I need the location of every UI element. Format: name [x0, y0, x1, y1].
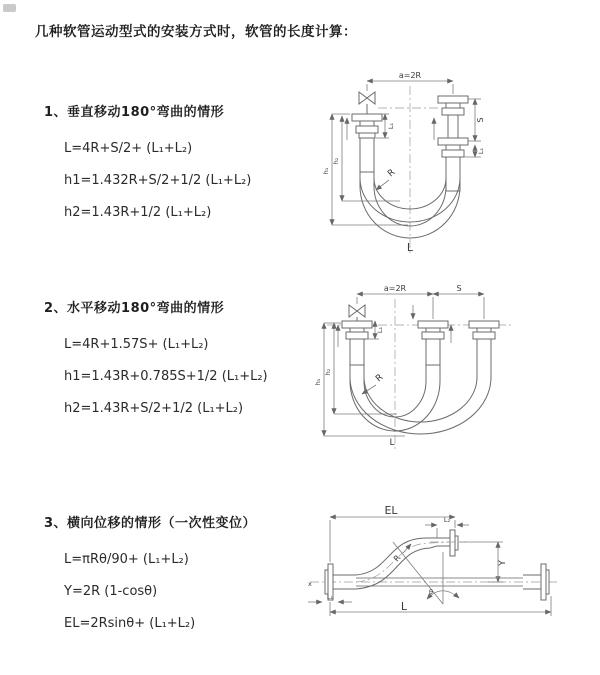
formula-el: EL=2Rsinθ+ (L₁+L₂)	[64, 616, 196, 631]
label-r: R	[386, 167, 398, 180]
label-l: L	[406, 241, 414, 254]
dim-label-l: L	[400, 600, 408, 613]
dim-label-h2: h₂	[332, 157, 340, 165]
dimension-s	[468, 99, 485, 141]
section-lateral-displacement	[44, 512, 256, 640]
dim-label-a2r: a=2R	[398, 71, 422, 80]
label-x-mark: x	[308, 580, 312, 588]
dim-label-s: S	[476, 117, 485, 123]
dim-label-l1-left: L₁	[387, 122, 395, 130]
valve-icon	[359, 92, 375, 114]
label-r: R	[391, 553, 403, 564]
section-horizontal-movement	[44, 297, 268, 425]
dim-label-l1: L₁	[326, 593, 334, 601]
left-fitting	[347, 114, 382, 172]
radius-callout	[376, 168, 397, 190]
section-3-heading: 3、横向位移的情形（一次性变位）	[44, 516, 257, 531]
scan-corner-artifact	[3, 4, 16, 12]
section-vertical-movement	[44, 101, 251, 229]
formula-y: Y=2R (1-cosθ)	[64, 584, 158, 599]
diagram-lateral-displacement	[298, 502, 600, 644]
dim-label-h1: h₁	[314, 378, 322, 386]
section-1-heading: 1、垂直移动180°弯曲的情形	[44, 105, 225, 120]
dim-label-a2r: a=2R	[383, 284, 407, 293]
dim-label-l1: L₁	[376, 326, 384, 334]
dimension-l1-right	[464, 145, 485, 157]
dimension-l2	[425, 516, 469, 538]
dimension-s	[433, 284, 484, 294]
page-title: 几种软管运动型式的安装方式时，软管的长度计算：	[35, 24, 357, 40]
dim-label-el: EL	[384, 504, 398, 517]
formula-h2: h2=1.43R+S/2+1/2 (L₁+L₂)	[64, 401, 244, 416]
dimension-el	[330, 504, 455, 562]
label-theta: θ	[429, 588, 433, 596]
dim-label-l2: L₂	[443, 516, 451, 524]
valve-icon	[349, 305, 365, 321]
dim-label-y: Y	[498, 560, 508, 566]
label-l: L	[389, 438, 395, 448]
middle-fitting	[413, 305, 451, 365]
right-fitting-upper	[438, 96, 468, 138]
centerline-main	[308, 580, 560, 588]
extension-lines	[357, 297, 484, 319]
formula-h2: h2=1.43R+1/2 (L₁+L₂)	[64, 205, 212, 220]
right-fitting-moved	[469, 321, 499, 345]
label-r: R	[374, 372, 386, 385]
dimension-l1	[308, 593, 352, 602]
formula-l: L=πRθ/90+ (L₁+L₂)	[64, 552, 189, 567]
dimension-span-2r	[357, 284, 433, 294]
left-fitting	[338, 321, 372, 365]
hose-s-curve	[356, 538, 450, 589]
dimension-l	[330, 596, 551, 616]
diagram-vertical-180-bend	[312, 68, 582, 260]
section-2-heading: 2、水平移动180°弯曲的情形	[44, 301, 225, 316]
formula-h1: h1=1.432R+S/2+1/2 (L₁+L₂)	[64, 173, 252, 188]
formula-l: L=4R+1.57S+ (L₁+L₂)	[64, 337, 209, 352]
formula-l: L=4R+S/2+ (L₁+L₂)	[64, 141, 193, 156]
dimension-y	[460, 542, 508, 582]
angle-theta-construction	[393, 542, 459, 604]
hose-u-bend-moved	[350, 345, 491, 434]
diagram-horizontal-180-bend	[305, 281, 555, 459]
right-fitting-lower	[434, 118, 468, 191]
formula-h1: h1=1.43R+0.785S+1/2 (L₁+L₂)	[64, 369, 268, 384]
dim-label-l1-right: L₁	[477, 147, 485, 155]
dim-label-h2: h₂	[324, 368, 332, 376]
dim-label-h1: h₁	[322, 167, 330, 175]
dim-label-s: S	[456, 284, 462, 293]
